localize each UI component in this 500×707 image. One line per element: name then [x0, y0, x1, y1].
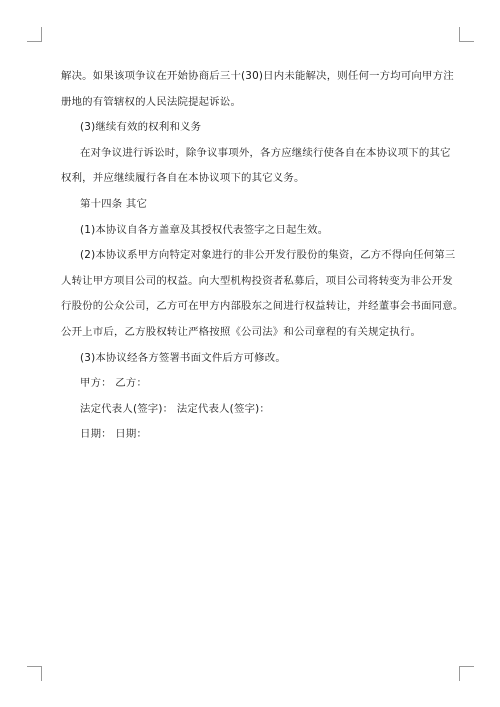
text-line: 册地的有管辖权的人民法院提起诉讼。 [61, 95, 242, 108]
corner-mark-bottom-right [459, 666, 474, 681]
signature-representatives: 法定代表人(签字)： 法定代表人(签字)： [80, 402, 270, 415]
text-line: 解决。如果该项争议在开始协商后三十(30)日内未能解决，则任何一方均可向甲方注 [61, 70, 454, 82]
text-line: 在对争议进行诉讼时，除争议事项外，各方应继续行使各自在本协议项下的其它 [80, 146, 451, 159]
corner-mark-bottom-left [27, 666, 42, 681]
text-line: (3)本协议经各方签署书面文件后方可修改。 [80, 351, 286, 364]
text-line: (1)本协议自各方盖章及其授权代表签字之日起生效。 [80, 223, 329, 236]
text-line: 公开上市后，乙方股权转让严格按照《公司法》和公司章程的有关规定执行。 [61, 325, 422, 338]
article-heading: 第十四条 其它 [80, 197, 148, 210]
text-line: 行股份的公众公司，乙方可在甲方内部股东之间进行权益转让，并经董事会书面同意。 [61, 300, 464, 313]
text-line: 权利，并应继续履行各自在本协议项下的其它义务。 [61, 172, 305, 185]
text-line: (2)本协议系甲方向特定对象进行的非公开发行股份的集资，乙方不得向任何第三 [80, 249, 456, 262]
corner-mark-top-right [459, 27, 474, 42]
text-line: 人转让甲方项目公司的权益。向大型机构投资者私募后，项目公司将转变为非公开发 [61, 274, 453, 287]
signature-dates: 日期： 日期： [80, 428, 148, 441]
signature-parties: 甲方： 乙方： [80, 377, 148, 390]
section-heading: (3)继续有效的权利和义务 [80, 121, 202, 134]
document-body [61, 64, 464, 448]
corner-mark-top-left [27, 27, 42, 42]
